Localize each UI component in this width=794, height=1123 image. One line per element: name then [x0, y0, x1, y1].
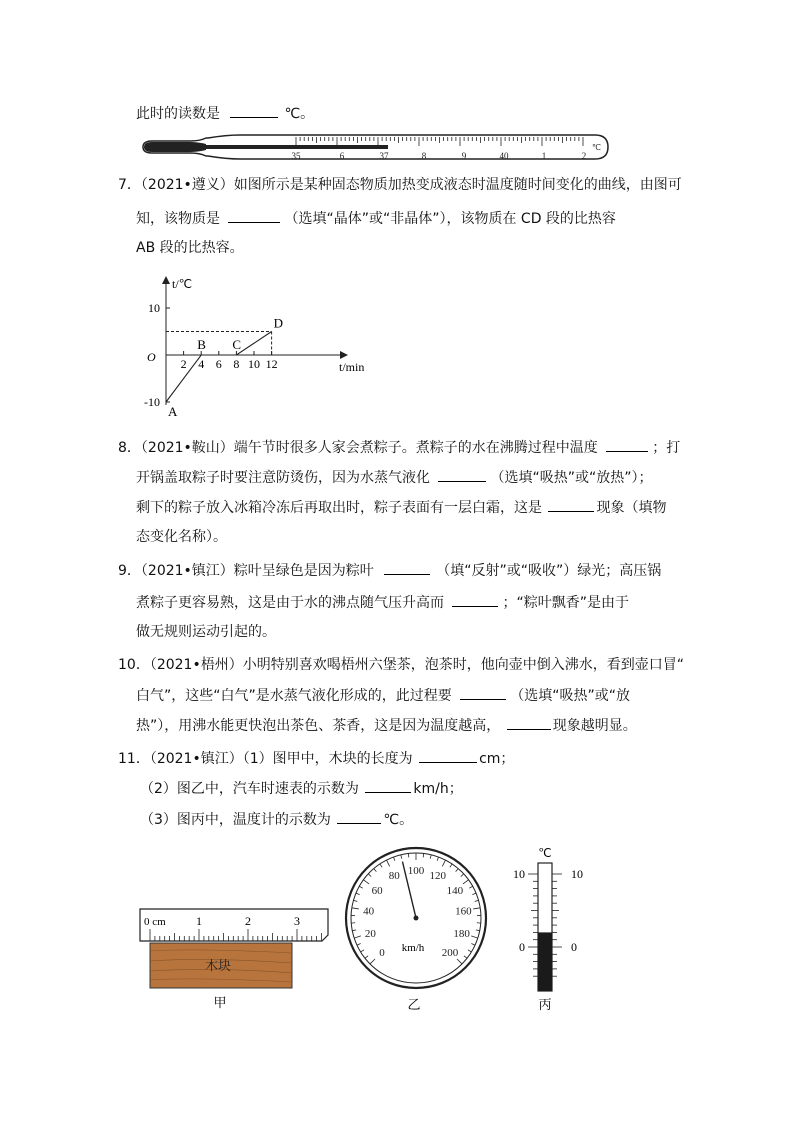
speedometer-label: 40 — [363, 905, 375, 918]
vtherm-right-10: 10 — [571, 867, 583, 881]
q10-line1: 10．（2021•梧州）小明特别喜欢喝梧州六堡茶，泡茶时，他向壶中倒入沸水，看到壶口冒“ — [118, 657, 684, 673]
ruler-unit-label: 0 cm — [144, 916, 166, 928]
x-tick-label: 4 — [198, 357, 205, 371]
q10-blank2[interactable] — [507, 715, 551, 730]
q10-line2 — [136, 685, 630, 706]
q7-line2-a: 知，该物质是 — [136, 211, 220, 227]
speedometer-label: 140 — [446, 884, 464, 897]
x-tick-label: 6 — [215, 357, 222, 371]
q6-text: 此时的读数是 — [136, 106, 220, 122]
q10-line2-a: 白气”，这些“白气”是水蒸气液化形成的，此过程要 — [136, 688, 452, 704]
q6-line — [136, 103, 314, 124]
q9-line2-a: 煮粽子更容易熟，这是由于水的沸点随气压升高而 — [136, 595, 444, 611]
q8-line2-b: （选填“吸热”或“放热”）； — [490, 470, 653, 486]
caption-jia: 甲 — [213, 996, 227, 1011]
caption-yi: 乙 — [407, 998, 421, 1013]
q8-line1-b: ；打 — [652, 440, 681, 456]
q7-blank1[interactable] — [228, 208, 280, 223]
chart-axes — [162, 276, 348, 405]
y-tick-label: -10 — [144, 395, 160, 409]
q8-blank2[interactable] — [438, 467, 486, 482]
ruler-label-2: 2 — [245, 914, 251, 928]
q8-blank1[interactable] — [606, 437, 648, 452]
speedometer-label: 0 — [379, 946, 385, 959]
q6-answer-blank[interactable] — [230, 103, 278, 118]
point-label-A: A — [168, 404, 178, 419]
q9-line2 — [136, 592, 629, 613]
y-tick-label: 10 — [148, 301, 160, 315]
clin-label-35: 35 — [291, 151, 301, 161]
clin-label-36: 6 — [339, 151, 345, 161]
q11-line2-a: （2）图乙中，汽车时速表的示数为 — [140, 781, 359, 797]
q11-blank3[interactable] — [337, 809, 381, 824]
clin-label-39: 9 — [461, 151, 467, 161]
ruler-label-1: 1 — [196, 914, 202, 928]
temperature-time-chart — [136, 270, 376, 430]
q9-line3: 做无规则运动引起的。 — [136, 624, 276, 640]
speedometer-label: 120 — [429, 870, 447, 883]
speedometer-label: 60 — [371, 884, 383, 897]
clin-label-42: 2 — [581, 151, 587, 161]
q9-blank1[interactable] — [384, 560, 430, 575]
q6-unit: ℃。 — [284, 106, 315, 122]
q8-line4: 态变化名称）。 — [136, 529, 227, 545]
x-tick-label: 12 — [265, 357, 278, 371]
q8-line1 — [118, 437, 680, 458]
ruler-label-3: 3 — [294, 914, 300, 928]
q11-blank2[interactable] — [365, 778, 411, 793]
vtherm-left-0: 0 — [519, 940, 525, 954]
q10-blank1[interactable] — [460, 685, 506, 700]
q8-line2 — [136, 467, 652, 488]
speedometer-label: 100 — [407, 865, 425, 877]
ruler-figure — [136, 905, 336, 1015]
q11-line2-b: km/h； — [413, 781, 463, 797]
q8-line3-a: 剩下的粽子放入冰箱冷冻后再取出时，粽子表面有一层白霜，这是 — [136, 500, 542, 516]
speedometer-label: 200 — [441, 946, 459, 959]
q11-line3-a: （3）图丙中，温度计的示数为 — [140, 812, 331, 828]
clin-label-41: 1 — [541, 151, 547, 161]
q10-line2-b: （选填“吸热”或“放 — [510, 688, 630, 704]
q7-line1: 7．（2021•遵义）如图所示是某种固态物质加热变成液态时温度随时间变化的曲线，由图可 — [118, 177, 682, 193]
point-label-C: C — [232, 337, 242, 352]
clin-unit: ℃ — [592, 143, 601, 152]
vtherm-unit: ℃ — [538, 846, 552, 860]
q9-line1 — [118, 560, 661, 581]
q7-line2 — [136, 208, 616, 229]
chart-origin: O — [147, 350, 156, 364]
q11-line2 — [140, 778, 463, 799]
vtherm-right-0: 0 — [571, 940, 577, 954]
caption-bing: 丙 — [538, 998, 552, 1013]
q8-line2-a: 开锅盖取粽子时要注意防烫伤，因为水蒸气液化 — [136, 470, 430, 486]
clin-label-37: 37 — [379, 151, 389, 161]
x-tick-label: 10 — [248, 357, 260, 371]
q9-line2-b: ；“粽叶飘香”是由于 — [502, 595, 629, 611]
speedometer-label: 160 — [455, 905, 472, 918]
y-axis-arrow — [162, 276, 170, 284]
q11-line1 — [118, 748, 514, 769]
q11-line1-b: cm； — [479, 751, 515, 767]
q10-line3-b: 现象越明显。 — [552, 718, 637, 734]
clin-label-38: 8 — [421, 151, 427, 161]
x-axis-arrow — [340, 351, 348, 359]
chart-ylabel: t/℃ — [172, 277, 193, 291]
q10-line3 — [136, 715, 637, 736]
q11-line3 — [140, 809, 413, 830]
q8-blank3[interactable] — [548, 497, 594, 512]
speedometer-label: 20 — [364, 927, 376, 940]
speedometer-figure — [340, 843, 490, 1018]
clinical-thermometer — [140, 133, 610, 163]
wood-block-label: 木块 — [204, 959, 232, 974]
q9-line1-b: （填“反射”或“吸收”）绿光；高压锅 — [436, 563, 662, 579]
q7-line2-b: （选填“晶体”或“非晶体”），该物质在 CD 段的比热容 — [284, 211, 616, 227]
q8-line3-b: 现象（填物 — [596, 500, 667, 516]
q9-line1-a: 9．（2021•镇江）粽叶呈绿色是因为粽叶 — [118, 563, 374, 579]
speedometer-label: 80 — [388, 870, 400, 883]
q9-blank2[interactable] — [452, 592, 498, 607]
chart-xlabel: t/min — [339, 360, 365, 374]
vertical-thermometer-figure — [498, 843, 598, 1018]
q10-line3-a: 热”），用沸水能更快泡出茶色、茶香，这是因为温度越高， — [136, 718, 501, 734]
q11-blank1[interactable] — [419, 748, 477, 763]
vtherm-left-10: 10 — [513, 867, 525, 881]
q11-line1-a: 11．（2021•镇江）（1）图甲中，木块的长度为 — [118, 751, 413, 767]
clin-label-40: 40 — [499, 151, 509, 161]
q8-line3 — [136, 497, 666, 518]
x-tick-label: 2 — [180, 357, 187, 371]
q7-line3: AB 段的比热容。 — [136, 240, 244, 256]
q8-line1-a: 8．（2021•鞍山）端午节时很多人家会煮粽子。煮粽子的水在沸腾过程中温度 — [118, 440, 598, 456]
vtherm-liquid-column — [538, 932, 552, 991]
speedometer-label: 180 — [453, 927, 470, 940]
speedometer-hub — [414, 916, 419, 921]
point-label-B: B — [197, 337, 206, 352]
q11-line3-b: ℃。 — [383, 812, 414, 828]
speedometer-unit: km/h — [401, 942, 425, 954]
point-label-D: D — [273, 315, 283, 331]
x-tick-label: 8 — [233, 357, 240, 371]
